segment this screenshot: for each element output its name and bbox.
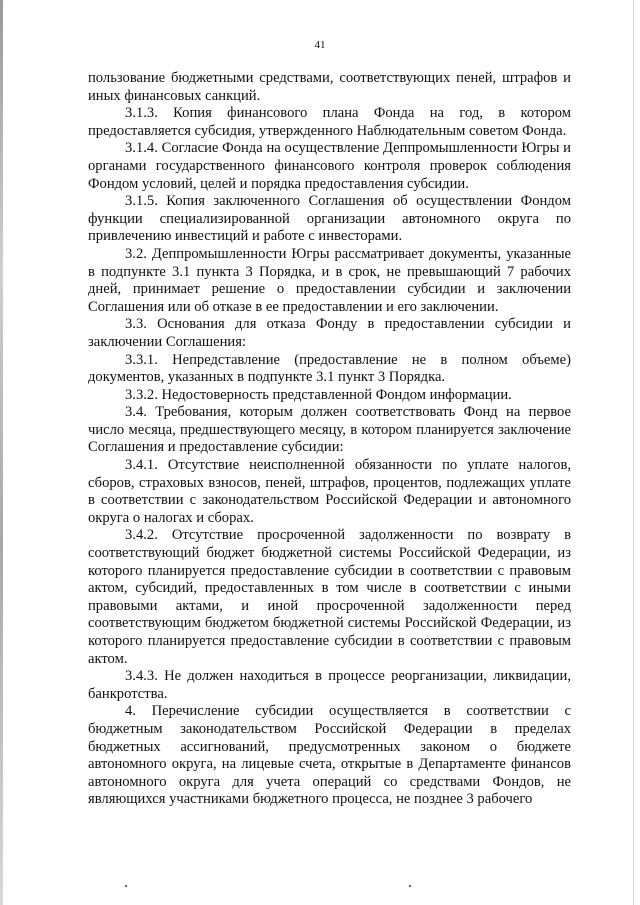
paragraph-3-1-5: 3.1.5. Копия заключенного Соглашения об осуществлении Фондом функции специализированной организации автономного округа по привлечению инвестиций и работе с инвесторами. — [88, 193, 571, 245]
scan-speck — [125, 885, 127, 887]
paragraph-3-1-3: 3.1.3. Копия финансового плана Фонда на год, в котором предоставляется субсидия, утвержденного Наблюдательным советом Фонда. — [88, 105, 571, 139]
paragraph-4: 4. Перечисление субсидии осуществляется в соответствии с бюджетным законодательством Российской Федерации в пределах бюджетных ассигнований, предусмотренных законом о бюджете автономного округа, на лицевые счета, открытые в Департаменте финансов автономного округа для учета операций со средствами Фондов, не являющихся участниками бюджетного процесса, не позднее 3 рабочего — [88, 703, 571, 808]
page-number: 41 — [314, 39, 326, 51]
paragraph-3-4-1: 3.4.1. Отсутствие неисполненной обязанности по уплате налогов, сборов, страховых взносов, пеней, штрафов, процентов, подлежащих уплате в соответствии с законодательством Российской Федерации и автономного округа о налогах и сборах. — [88, 457, 571, 526]
paragraph-3-3: 3.3. Основания для отказа Фонду в предоставлении субсидии и заключении Соглашения: — [88, 316, 571, 350]
paragraph-continued: пользование бюджетными средствами, соответствующих пеней, штрафов и иных финансовых санкций. — [88, 70, 571, 104]
paragraph-3-1-4: 3.1.4. Согласие Фонда на осуществление Деппромышленности Югры и органами государственного финансового контроля проверок соблюдения Фондом условий, целей и порядка предоставления субсидии. — [88, 140, 571, 192]
paragraph-3-2: 3.2. Деппромышленности Югры рассматривает документы, указанные в подпункте 3.1 пункта 3 Порядка, и в срок, не превышающий 7 рабочих дней, принимает решение о предоставлении субсидии и заключении Соглашения или об отказе в ее предоставлении и его заключении. — [88, 245, 571, 315]
scan-edge-left — [0, 0, 3, 905]
paragraph-3-4-2: 3.4.2. Отсутствие просроченной задолженности по возврату в соответствующий бюджет бюджетной системы Российской Федерации, из которого планируется предоставление субсидии в соответствии с правовым актом, субсидий, предоставленных в том числе в соответствии с иными правовыми актами, и иной просроченной задолженности перед соответствующим бюджетом бюджетной системы Российской Федерации, из которого планируется предоставление субсидии в соответствии с правовым актом. — [88, 527, 571, 667]
paragraph-3-4-3: 3.4.3. Не должен находиться в процессе реорганизации, ликвидации, банкротства. — [88, 668, 571, 702]
paragraph-3-4: 3.4. Требования, которым должен соответствовать Фонд на первое число месяца, предшествующего месяцу, в котором планируется заключение Соглашения и предоставление субсидии: — [88, 404, 571, 456]
paragraph-3-3-2: 3.3.2. Недостоверность представленной Фондом информации. — [125, 386, 512, 403]
document-body — [88, 70, 571, 809]
scan-edge-right — [633, 0, 634, 905]
scan-speck — [409, 885, 411, 887]
paragraph-3-3-1: 3.3.1. Непредставление (предоставление не в полном объеме) документов, указанных в подпункте 3.1 пункт 3 Порядка. — [88, 351, 571, 386]
